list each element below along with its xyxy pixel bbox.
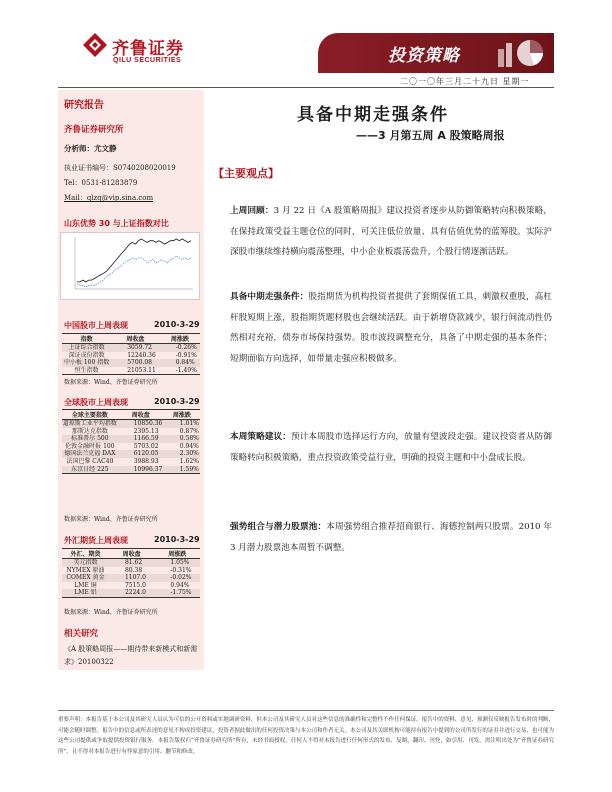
cell-name: COMEX 黄金 — [62, 574, 109, 582]
paragraph-label: 强势组合与潜力股票池： — [230, 522, 327, 532]
cell-name: 深证成份指数 — [68, 351, 105, 359]
disclaimer: 重要声明：本报告基于本公司及其研究人员认为可信的公开资料或实地调研资料，但本公司及其研究人员对这些信息的准确性和完整性不作任何保证。报告中的资料、意见、预测仅反映报告发布时的判断，可能会随时调整。报告中的信息或所表述的意见不构成投资建议，投资者据此做出的任何投资决策与本公司和作者无关。本公司及其关联机构可能持有报告中提到的公司所发行的证券并进行交易，也可能为这些公司提供或争取提供投资银行服务。本报告版权归“齐鲁证券研究所”所有，未经书面授权，任何人不得对本报告进行任何形式的发布、复制、翻印、刊登，如引用、刊发，需注明出处为“齐鲁证券研究所”，且不得对本报告进行有悖原意的引用、删节和修改。 — [58, 717, 554, 755]
cell-change: -0.31% — [170, 566, 192, 574]
paragraph-portfolio — [230, 517, 552, 558]
fx-futures-table — [62, 548, 200, 598]
cell-name: 中小板 100 指数 — [63, 359, 110, 367]
analyst-mail[interactable]: Mail：qlzq@vip.sina.com — [64, 194, 154, 202]
footer-divider — [58, 710, 554, 711]
company-logo — [82, 30, 202, 70]
cell-close: 5703.02 — [133, 442, 159, 450]
cell-change: 0.58% — [164, 435, 200, 443]
cell-close: 21053.11 — [111, 367, 160, 375]
table-row — [62, 466, 200, 474]
market-date-cn: 2010-3-29 — [154, 320, 200, 329]
analyst-name: 尤文静 — [94, 144, 117, 153]
cell-name: NYMEX 原油 — [66, 566, 105, 574]
page-title — [0, 100, 612, 125]
cell-name: 标准普尔 500 — [62, 435, 118, 443]
paragraph-label: 上周回顾： — [230, 206, 274, 216]
cell-name: LME 铜 — [74, 581, 97, 589]
col-header: 全球主要指数 — [62, 410, 118, 420]
page-title-text: 具备中期走强条件 — [297, 105, 449, 125]
cell-name: 东京日经 225 — [62, 466, 118, 474]
analyst-cert: 执业证书编号：S0740208020019 — [64, 164, 176, 172]
paragraph-label: 具备中期走强条件： — [230, 292, 309, 302]
related-report-link[interactable]: 《A 股策略周报——期待带来新模式和新需求》20100322 — [64, 645, 198, 666]
table-row — [62, 574, 200, 582]
pie-chart-icon — [494, 35, 550, 71]
cell-name: 法国巴黎 CAC40 — [66, 457, 114, 465]
paragraph-outlook — [230, 287, 552, 369]
index-comparison-chart — [60, 232, 200, 300]
paragraph-text: 股指期货为机构投资者提供了套期保值工具，刺激权重股，高杠杆股短期上涨，股指期货题材股也会继续活跃。由于新增贷款减少，银行间流动性仍然相对充裕，债券市场保持强势。股市波段调整充分，具备了中期走强的基本条件；短期面临方向选择，如带量走强应积极做多。 — [230, 292, 552, 364]
cell-change: -0.91% — [175, 351, 197, 359]
cell-change: 2.30% — [164, 450, 200, 458]
page-subtitle: ——3 月第五周 A 股策略周报 — [356, 129, 505, 142]
china-market-table — [62, 333, 200, 375]
chart-plot — [61, 233, 199, 299]
chart-series-line-2 — [77, 256, 191, 287]
banner-title: 投资策略 — [388, 46, 460, 66]
cell-change: 0.94% — [170, 581, 190, 589]
col-header: 周涨跌 — [154, 549, 200, 559]
cell-change: -1.49% — [160, 367, 200, 375]
cell-close: 3059.72 — [111, 344, 160, 352]
analyst-label: 分析师： — [64, 144, 94, 153]
data-source: 数据来源：Wind、齐鲁证券研究所 — [64, 379, 158, 386]
cell-close: 1107.0 — [109, 574, 154, 582]
cell-name: 德国法兰克福 DAX — [62, 450, 118, 458]
table-row — [62, 420, 200, 428]
cell-change: -0.26% — [160, 344, 200, 352]
col-header: 周涨跌 — [164, 410, 200, 420]
paragraph-text: 预计本周股市选择运行方向，放量有望波段走强。建议投资者从防御策略转向积极策略，重点投资政策受益行业，明确的投资主题和中小盘成长股。 — [230, 432, 552, 463]
table-row — [62, 359, 200, 367]
table-row — [62, 367, 200, 375]
paragraph-text: 3 月 22 日《A 股策略周报》建议投资者逐步从防御策略转向积极策略，在保持政策受益主题仓位的同时，可关注低位放量、具有估值优势的蓝筹股。实际沪深股市继续维持横向震荡整理，中小企业板震荡盘升，个股行情逐渐活跃。 — [230, 206, 552, 257]
cell-name: 恒生指数 — [62, 367, 111, 375]
cell-close: 5700.08 — [111, 359, 160, 367]
logo-text-en: QILU SECURITIES — [113, 57, 182, 64]
cell-close: 1166.59 — [118, 435, 164, 443]
related-title: 相关研究 — [64, 629, 99, 639]
market-date-global: 2010-3-29 — [154, 397, 200, 406]
market-title-fx: 外汇期货上周表现 — [64, 536, 128, 545]
key-points-heading: 【主要观点】 — [213, 167, 279, 180]
cell-name: LME 铝 — [62, 589, 109, 597]
cell-close: 7515.0 — [124, 581, 146, 589]
cell-close: 80.38 — [124, 566, 143, 574]
cell-close: 10996.37 — [118, 466, 164, 474]
report-type: 研究报告 — [64, 100, 104, 111]
report-date: 二〇一〇年三月二十九日 星期一 — [400, 77, 530, 86]
cell-change: 0.87% — [179, 427, 199, 435]
header-divider — [58, 87, 554, 88]
cell-close: 6120.05 — [118, 450, 164, 458]
col-header: 周涨跌 — [160, 334, 200, 344]
global-market-table — [62, 409, 200, 474]
col-header: 周收盘 — [118, 410, 164, 420]
paragraph-text: 本周强势组合推荐招商银行、海德控制两只股票。2010 年 3 月潜力股票池本周暂不调整。 — [230, 522, 552, 553]
cell-name: 伦敦金融时报 100 — [65, 442, 115, 450]
cell-change: 0.94% — [179, 442, 199, 450]
cell-change: 1.59% — [164, 466, 200, 474]
cell-change: -0.02% — [154, 574, 200, 582]
chart-title: 山东优势 30 与上证指数对比 — [64, 219, 169, 228]
col-header: 外汇、期货 — [62, 549, 109, 559]
data-source: 数据来源：Wind、齐鲁证券研究所 — [64, 609, 158, 616]
data-source: 数据来源：Wind、齐鲁证券研究所 — [64, 516, 158, 523]
cell-name: 美元指数 — [62, 559, 109, 567]
table-row — [62, 589, 200, 597]
col-header: 周收盘 — [109, 549, 154, 559]
cell-change: 0.84% — [160, 359, 200, 367]
cell-close: 81.62 — [109, 559, 154, 567]
table-row — [62, 344, 200, 352]
cell-change: 1.05% — [154, 559, 200, 567]
market-title-global: 全球股市上周表现 — [64, 398, 128, 407]
market-date-fx: 2010-3-29 — [154, 535, 200, 544]
market-title-cn: 中国股市上周表现 — [64, 321, 128, 330]
cell-close: 10850.36 — [118, 420, 164, 428]
col-header: 指数 — [62, 334, 111, 344]
institute-name: 齐鲁证券研究所 — [64, 125, 124, 135]
paragraph-strategy — [230, 427, 552, 468]
analyst-tel: Tel：0531-81283879 — [64, 179, 138, 187]
paragraph-label: 本周策略建议： — [230, 432, 291, 442]
table-row — [62, 435, 200, 443]
cell-change: 1.01% — [164, 420, 200, 428]
paragraph-review — [230, 201, 552, 263]
cell-close: 3988.93 — [133, 457, 159, 465]
cell-close: 2395.13 — [133, 427, 159, 435]
cell-name: 上证综合指数 — [62, 344, 111, 352]
cell-change: -1.75% — [154, 589, 200, 597]
cell-name: 道琼斯工业平均指数 — [62, 420, 117, 427]
table-row — [62, 450, 200, 458]
table-row — [62, 559, 200, 567]
section-banner — [318, 33, 554, 73]
col-header: 周收盘 — [111, 334, 160, 344]
table-row — [62, 458, 200, 466]
cell-change: 1.62% — [179, 457, 199, 465]
cell-close: 12240.36 — [127, 351, 156, 359]
cell-close: 2224.0 — [109, 589, 154, 597]
cell-name: 那斯达克指数 — [71, 427, 108, 435]
logo-mark-icon — [82, 32, 108, 58]
chart-series-line-1 — [77, 239, 191, 282]
analyst — [64, 143, 117, 154]
logo-text-cn: 齐鲁证券 — [112, 39, 184, 59]
